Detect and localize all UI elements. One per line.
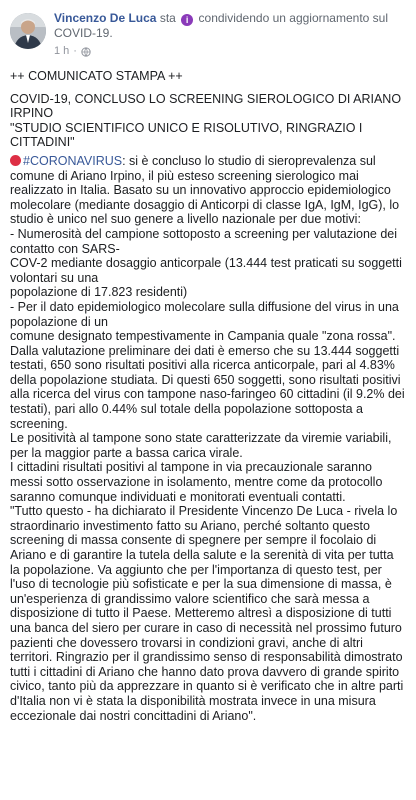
verb-pre: sta [159,11,176,25]
paragraph-intro [10,154,406,227]
post-time[interactable]: 1 h [54,45,70,57]
post-header-text [54,11,394,59]
post-header [10,11,406,59]
paragraph-3: - Per il dato epidemiologico molecolare sulla diffusione del virus in una popolazione di un comune designato tempestivamente in Campania quale "zona rossa". [10,299,399,344]
post-body [10,69,406,723]
info-icon[interactable]: i [181,14,193,26]
red-circle-emoji [10,155,21,166]
hashtag-coronavirus[interactable]: #CORONAVIRUS [23,153,123,168]
paragraph-4: Dalla valutazione preliminare dei dati è emerso che su 13.444 soggetti testati, 650 sono risultati positivi alla ricerca anticorpale, pari al 4.83% della popolazione studiata. Di questi 650 soggetti, sono risultati positivi alla ricerca del virus con tampone naso-faringeo 60 cittadini (il 9.2% dei testati), pari allo 0.44% sul totale della popolazione sottoposta a screening. [10,343,405,431]
avatar-image [10,13,46,49]
globe-icon [81,47,91,57]
verb-post: condividendo un aggiornamento sul COVID-19. [54,11,388,40]
headline-3: "STUDIO SCIENTIFICO UNICO E RISOLUTIVO, RINGRAZIO I CITTADINI" [10,120,363,150]
headline-1: ++ COMUNICATO STAMPA ++ [10,69,183,83]
paragraph-2: - Numerosità del campione sottoposto a screening per valutazione dei contatto con SARS- COV-2 mediante dosaggio anticorpale (13.444 test praticati su soggetti volontari su una popolazione di 17.823 residenti) [10,226,402,300]
paragraph-7: "Tutto questo - ha dichiarato il Presidente Vincenzo De Luca - rivela lo straordinario investimento fatto su Ariano, perché soltanto questo screening di massa consente di spegnere per sempre il focolaio di Ariano e di garantire la tutela della salute e la serenità di vita per tutta la popolazione. Va aggiunto che per l'importanza di questo test, per l'uso di tecnologie più sofisticate e per la sua dimensione di massa, è un'esperienza di grandissimo valore scientifico che sarà messa a disposizione di tutto il Paese. Metteremo altresì a disposizione di tutti una banca del siero per curare in caso di necessità nel prossimo futuro pazienti che dovessero trovarsi in condizioni gravi, anche di altri territori. Ringrazio per il grandissimo senso di responsabilità dimostrato tutti i cittadini di Ariano che hanno dato prova davvero di grande spirito civico, tanto più da apprezzare in quanto si è verificato che in altre parti d'Italia non vi è stata la disponibilità mostrata invece in una misura eccezionale dai nostri concittadini di Ariano". [10,504,404,723]
paragraph-5: Le positività al tampone sono state caratterizzate da viremie variabili, per la maggior parte a bassa carica virale. [10,431,392,460]
meta-separator: · [73,45,77,57]
post-meta [54,44,394,59]
author-name[interactable]: Vincenzo De Luca [54,11,157,25]
avatar[interactable] [10,13,46,49]
headline-2: COVID-19, CONCLUSO LO SCREENING SIEROLOGICO DI ARIANO IRPINO [10,91,402,121]
paragraph-1-text: : si è concluso lo studio di sieroprevalenza sul comune di Ariano Irpino, il più esteso screening sierologico mai realizzato in Italia. Basato su un innovativo approccio epidemiologico molecolare (mediante dosaggio di Anticorpi di classe IgA, IgM, IgG), lo studio è unico nel suo genere a livello nazionale per due motivi: [10,153,400,227]
paragraph-6: I cittadini risultati positivi al tampone in via precauzionale saranno messi sotto osservazione in isolamento, mentre come da protocollo saranno comunque individuati e monitorati eventuali contatti. [10,460,383,504]
